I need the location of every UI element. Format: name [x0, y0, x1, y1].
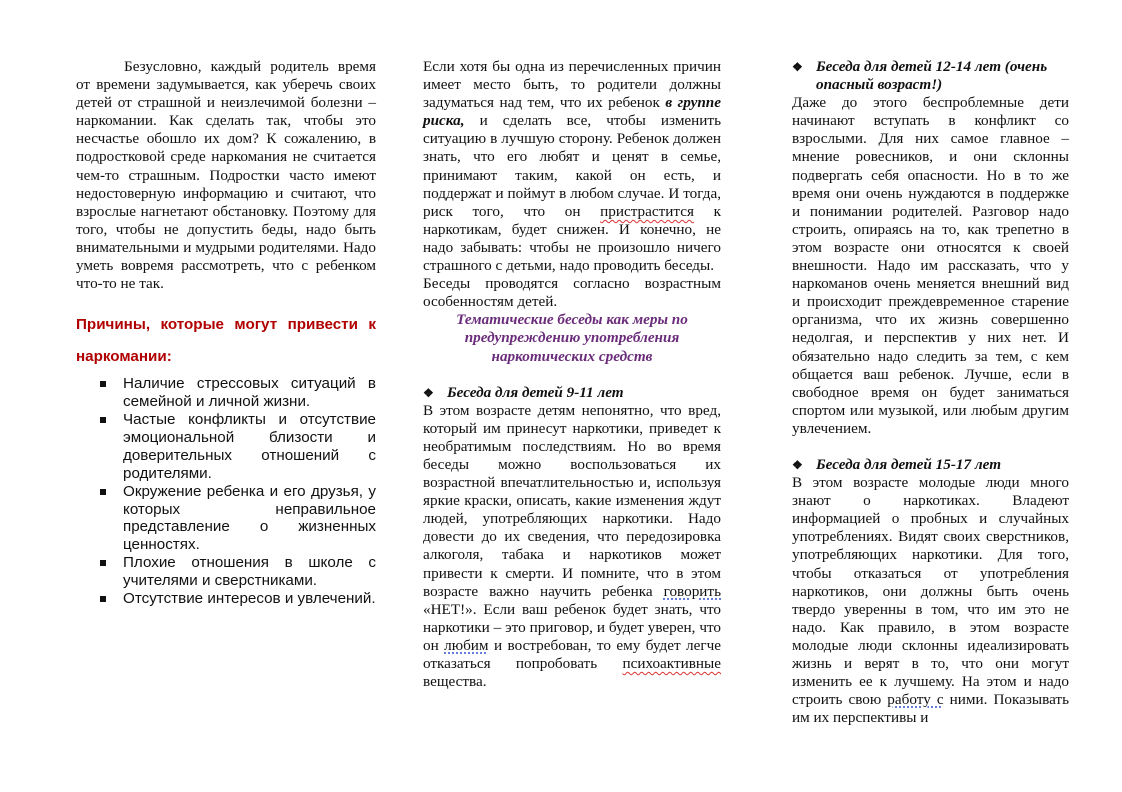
- risk-paragraph: Если хотя бы одна из перечисленных причин имеет место быть, то родители должны задуматься над тем, что их ребенок в группе риска, и сделать все, чтобы изменить ситуацию в лучшую сторону. Ребенок должен знать, что его любят и ценят в семье, принимают таким, какой он есть, и поддержат и поймут в любом случае. И тогда, риск того, что он пристрастится к наркотикам, будет снижен. И конечно, не надо забывать: чтобы не произошло ничего страшного с детьми, надо проводить беседы.: [423, 58, 721, 275]
- square-bullet-icon: [100, 560, 106, 566]
- intro-paragraph: Безусловно, каждый родитель время от времени задумывается, как уберечь своих детей от страшной и неизлечимой болезни – наркомании. Как сделать так, чтобы это несчастье обошло их дом? К сожалению, в подростковой среде наркомания не считается чем-то страшным. Подростки часто имеют недостоверную информацию и считают, что взрослые нагнетают обстановку. Поэтому для того, чтобы не допустить беды, надо быть внимательными и мудрыми родителями. Надо уметь вовремя рассмотреть, что с ребенком что-то не так.: [76, 58, 376, 293]
- conversations-paragraph: Беседы проводятся согласно возрастным особенностям детей.: [423, 275, 721, 311]
- list-item: Окружение ребенка и его друзья, у которых неправильное представление о жизненных ценностях.: [123, 483, 376, 555]
- spellcheck-word: психоактивные: [622, 655, 721, 672]
- column-1: [76, 58, 376, 608]
- risk-group-emphasis: в группе риска,: [423, 94, 721, 130]
- square-bullet-icon: [100, 381, 106, 387]
- spellcheck-word: работу с: [887, 691, 944, 709]
- diamond-bullet-icon: ❖: [423, 385, 434, 400]
- square-bullet-icon: [100, 417, 106, 423]
- square-bullet-icon: [100, 596, 106, 602]
- spellcheck-word: пристрастится: [600, 202, 694, 220]
- column-2: [423, 58, 721, 691]
- age-12-14-heading: ❖ Беседа для детей 12-14 лет (очень опасный возраст!): [792, 58, 1048, 94]
- list-item: Отсутствие интересов и увлечений.: [123, 590, 376, 608]
- spellcheck-word: говорить: [663, 582, 721, 600]
- diamond-bullet-icon: ❖: [792, 60, 803, 74]
- age-9-11-paragraph: В этом возрасте детям непонятно, что вред, который им принесут наркотики, приведет к необратимым последствиям. Но во время беседы можно воспользоваться их возрастной впечатлительностью и, используя яркие краски, описать, какие изменения ждут людей, употребляющих наркотики. Надо довести до их сведения, что передозировка алкоголя, табака и наркотиков может привести к смерти. И помните, что в этом возрасте важно научить ребенка говорить «НЕТ!». Если ваш ребенок будет знать, что наркотики – это приговор, и будет уверен, что он любим и востребован, то ему будет легче отказаться попробовать психоактивные вещества.: [423, 401, 721, 691]
- age-15-17-paragraph: В этом возрасте молодые люди много знают о наркотиках. Владеют информацией о пробных и случайных употреблениях. Видят своих сверстников, употребляющих наркотики. Для того, чтобы отказаться от употребления наркотиков, они должны быть очень твердо уверенны в том, что им это не надо. Как правило, в этом возрасте молодые люди склонны идеализировать жизнь и верят в то, что они могут изменить ее к лучшему. На этом и надо строить свою работу с ними. Показывать им их перспективы и: [792, 474, 1069, 727]
- diamond-bullet-icon: ❖: [792, 457, 803, 472]
- list-item: Плохие отношения в школе с учителями и сверстниками.: [123, 554, 376, 590]
- age-15-17-heading: ❖ Беседа для детей 15-17 лет: [792, 455, 1002, 473]
- age-9-11-heading: ❖ Беседа для детей 9-11 лет: [423, 383, 624, 401]
- reasons-heading: Причины, которые могут привести к наркомании:: [76, 316, 376, 366]
- square-bullet-icon: [100, 489, 106, 495]
- age-12-14-paragraph: Даже до этого беспроблемные дети начинают вступать в конфликт со взрослыми. Для них самое главное – мнение ровесников, и они склонны подвергать себя опасности. Но в то же время они очень нуждаются в поддержке и понимании родителей. Разговор надо строить, опираясь на то, как трепетно в этом возрасте они относятся к своей внешности. Надо им рассказать, что у наркоманов очень меняется внешний вид и происходит преждевременное старение организма, что их жизнь совершенно недолгая, и перспектив у них нет. И обязательно надо следить за тем, с кем общается ваш ребенок. Лучше, если в свободное время он будет заниматься спортом или музыкой, или любым другим увлечением.: [792, 94, 1069, 437]
- section-title: Тематические беседы как меры по предупреждению употребления наркотических средств: [456, 311, 688, 365]
- list-item: Наличие стрессовых ситуаций в семейной и личной жизни.: [123, 375, 376, 411]
- spellcheck-word: любим: [444, 636, 489, 654]
- reasons-list: [76, 375, 376, 608]
- column-3: [792, 58, 1069, 727]
- list-item: Частые конфликты и отсутствие эмоциональной близости и доверительных отношений с родителями.: [123, 411, 376, 483]
